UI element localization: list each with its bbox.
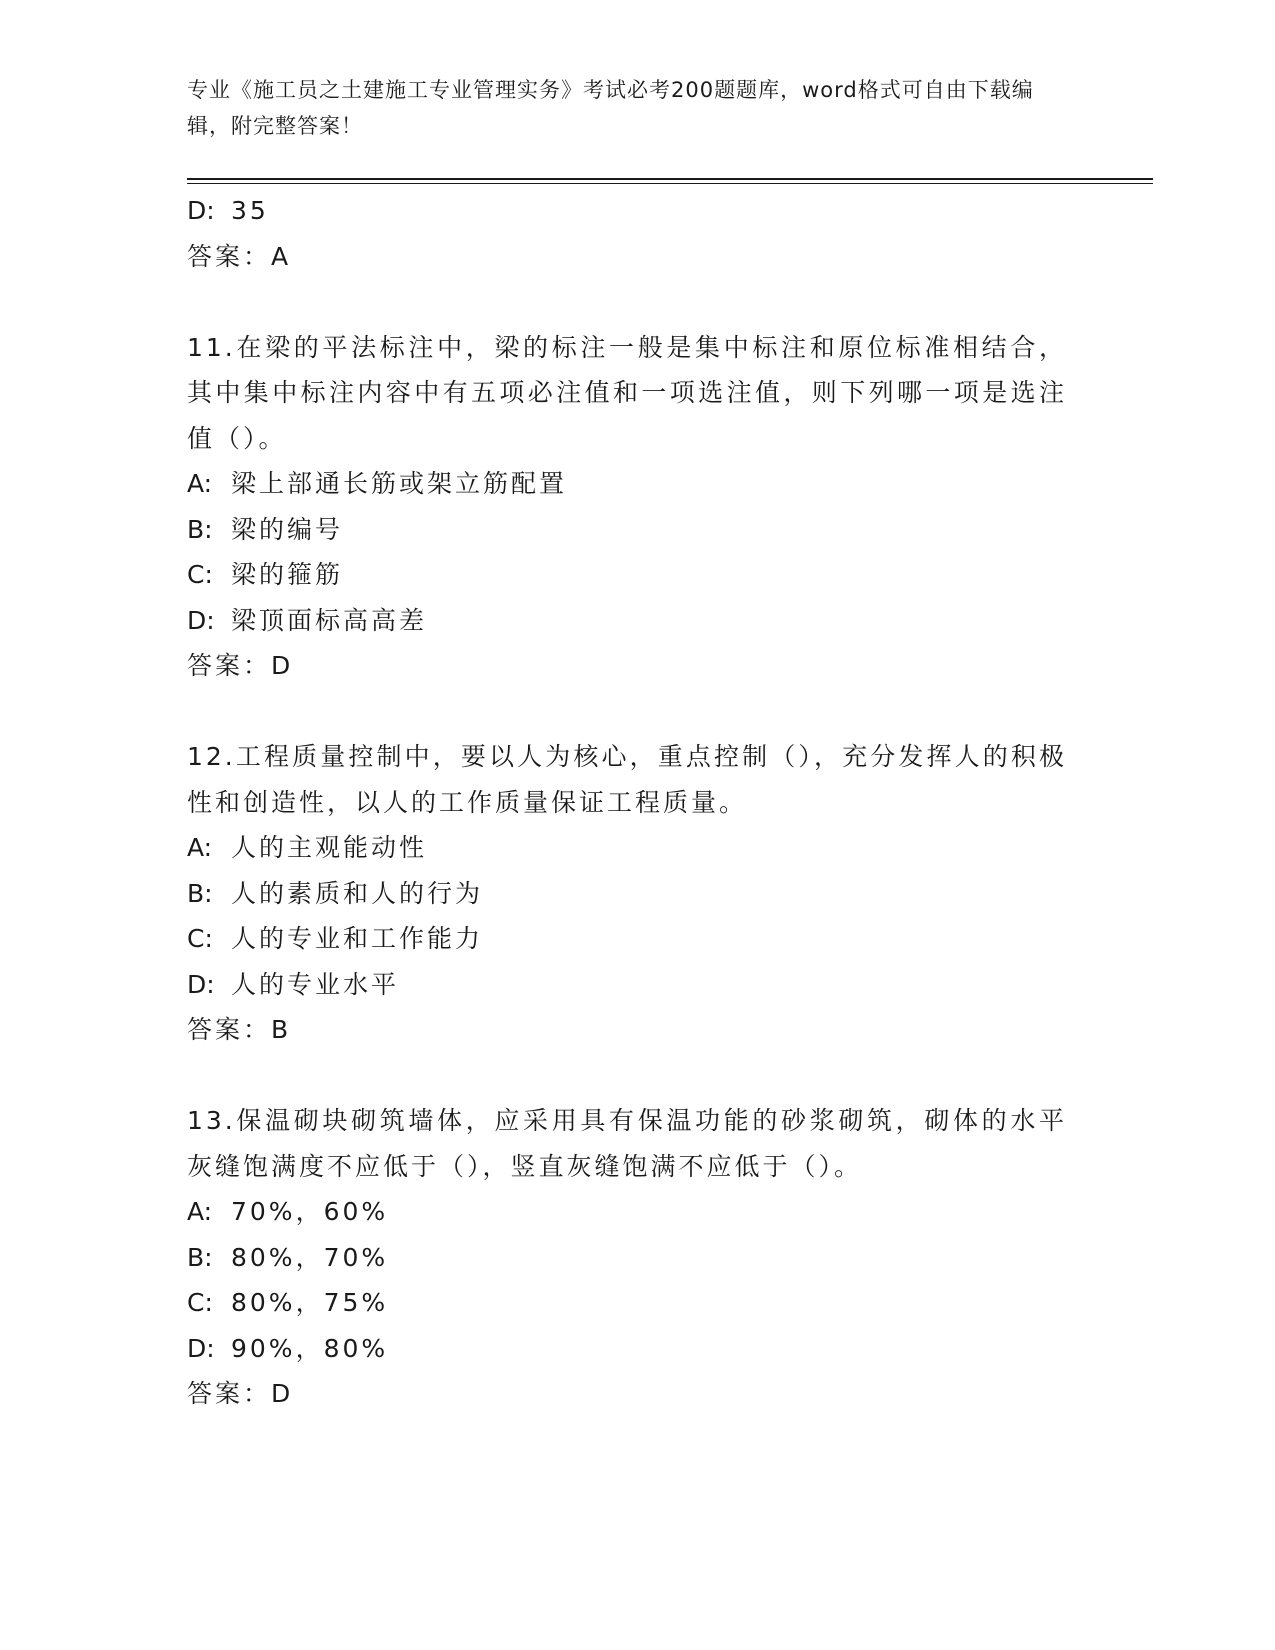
option-text: 梁的编号 [231,514,344,544]
question-12-stem: 12.工程质量控制中，要以人为核心，重点控制（），充分发挥人的积极性和创造性，以人的工作质量保证工程质量。 [187,742,1067,817]
option-text: 80%，70% [231,1242,389,1272]
question-12-option-d [187,962,1067,1008]
option-text: 90%，80% [231,1333,389,1363]
option-text: 人的专业和工作能力 [231,924,484,953]
header-divider-thick [187,178,1153,180]
option-label: B: [187,878,213,908]
question-11-option-b [187,507,1067,553]
question-12-option-b [187,871,1067,917]
question-11-answer: 答案：D [187,651,294,680]
option-label: C: [187,560,213,589]
prev-answer: 答案：A [187,241,292,271]
option-label: A: [187,469,213,498]
question-12-option-a [187,825,1067,871]
question-13-answer: 答案：D [187,1379,294,1408]
question-13-stem: 13.保温砌块砌筑墙体，应采用具有保温功能的砂浆砌筑，砌体的水平灰缝饱满度不应低于（），竖直灰缝饱满不应低于（）。 [187,1106,1067,1181]
option-label: C: [187,924,213,953]
question-12-option-c [187,916,1067,962]
option-text: 人的主观能动性 [231,833,428,862]
option-text: 人的专业水平 [231,969,400,999]
option-text: 人的素质和人的行为 [231,878,484,908]
option-label: B: [187,1242,213,1272]
option-label: A: [187,833,213,862]
option-label: B: [187,514,213,544]
spacer [187,279,1067,325]
question-content [187,188,1067,1417]
option-text: 35 [231,196,269,225]
spacer [187,689,1067,735]
option-text: 梁的箍筋 [231,560,344,589]
option-text: 梁顶面标高高差 [231,605,428,635]
spacer [187,1053,1067,1099]
question-11-option-d [187,598,1067,644]
option-label: D: [187,196,215,225]
option-label: A: [187,1197,213,1226]
question-13-option-a [187,1189,1067,1235]
option-label: D: [187,605,215,635]
option-text: 70%，60% [231,1197,389,1226]
question-11-option-c [187,552,1067,598]
question-13-option-d [187,1326,1067,1372]
option-label: D: [187,1333,215,1363]
question-13-option-c [187,1280,1067,1326]
question-13-option-b [187,1235,1067,1281]
option-text: 80%，75% [231,1288,389,1317]
option-label: D: [187,969,215,999]
question-11-option-a [187,461,1067,507]
question-12-answer: 答案：B [187,1015,292,1044]
document-header: 专业《施工员之土建施工专业管理实务》考试必考200题题库，word格式可自由下载编辑，附完整答案！ [187,78,1034,138]
option-label: C: [187,1288,213,1317]
prev-option-d [187,188,1067,234]
header-divider-thin [187,183,1153,184]
option-text: 梁上部通长筋或架立筋配置 [231,469,568,498]
question-11-stem: 11.在梁的平法标注中，梁的标注一般是集中标注和原位标准相结合，其中集中标注内容中有五项必注值和一项选注值，则下列哪一项是选注值（）。 [187,332,1067,453]
